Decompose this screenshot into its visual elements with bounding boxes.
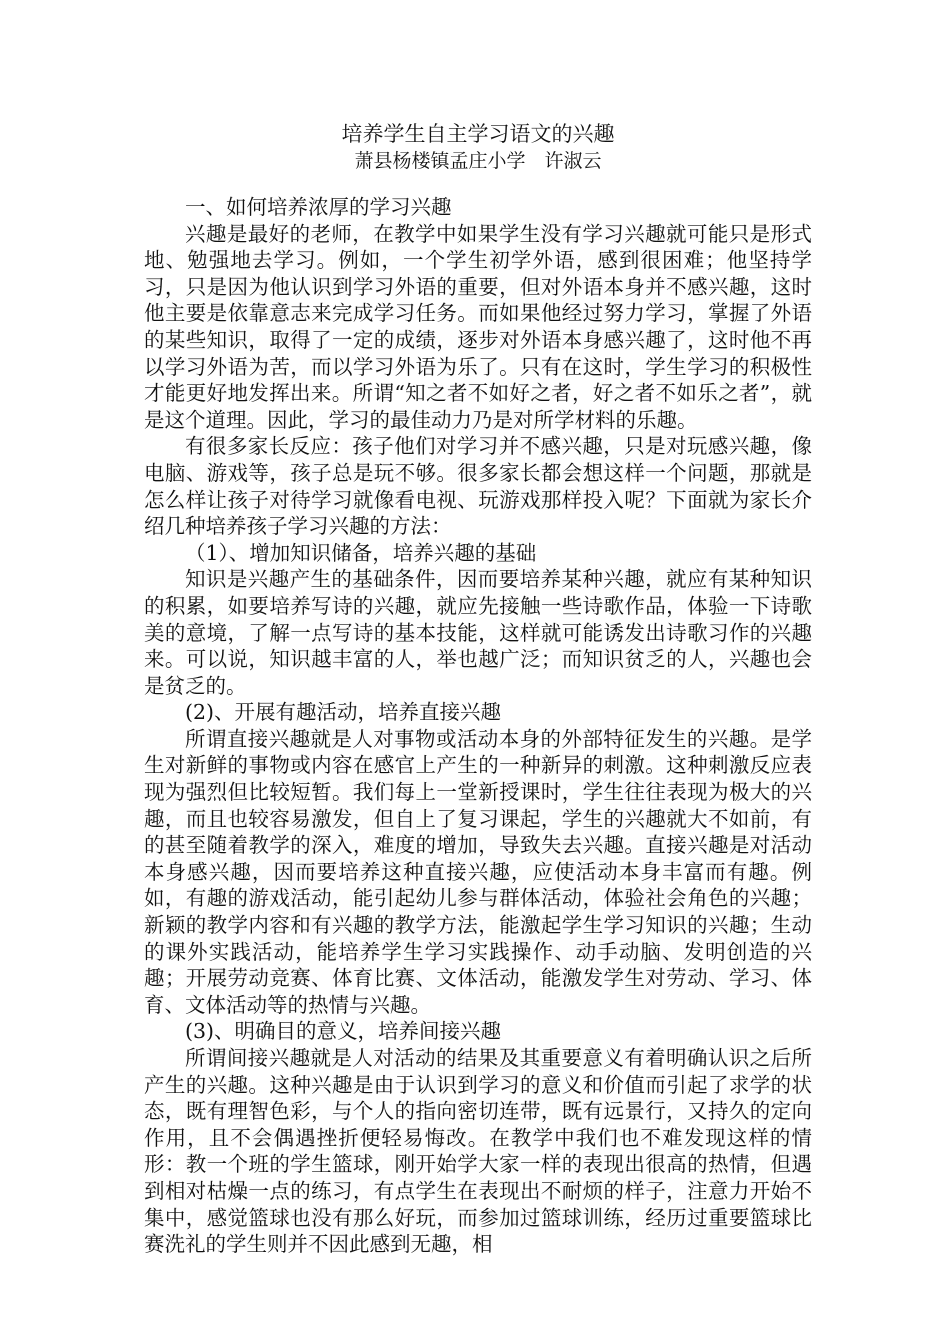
subheading-direct-interest: (2)、开展有趣活动，培养直接兴趣 (185, 700, 502, 725)
subheading-indirect-interest: (3)、明确目的意义，培养间接兴趣 (185, 1019, 502, 1044)
paragraph-indirect-interest: 所谓间接兴趣就是人对活动的结果及其重要意义有着明确认识之后所产生的兴趣。这种兴趣是由于认识到学习的意义和价值而引起了求学的状态，既有理智色彩，与个人的指向密切连带，既有远景行，又持久的定向作用，且不会偶遇挫折便轻易悔改。在教学中我们也不难发现这样的情形：教一个班的学生篮球，刚开始学大家一样的表现出很高的热情，但遇到相对枯燥一点的练习，有点学生在表现出不耐烦的样子，注意力开始不集中，感觉篮球也没有那么好玩，而参加过篮球训练，经历过重要篮球比赛洗礼的学生则并不因此感到无趣，相 (144, 1046, 812, 1257)
paragraph-parents-feedback: 有很多家长反应：孩子他们对学习并不感兴趣，只是对玩感兴趣，像电脑、游戏等，孩子总是玩不够。很多家长都会想这样一个问题，那就是怎么样让孩子对待学习就像看电视、玩游戏那样投入呢？下面就为家长介绍几种培养孩子学习兴趣的方法： (144, 434, 812, 539)
subheading-knowledge: （1）、增加知识储备，培养兴趣的基础 (185, 540, 537, 565)
document-author-line: 萧县杨楼镇孟庄小学 许淑云 (354, 150, 602, 172)
paragraph-interest-teacher: 兴趣是最好的老师，在教学中如果学生没有学习兴趣就可能只是形式地、勉强地去学习。例如，一个学生初学外语，感到很困难；他坚持学习，只是因为他认识到学习外语的重要，但对外语本身并不感兴趣，这时他主要是依靠意志来完成学习任务。而如果他经过努力学习，掌握了外语的某些知识，取得了一定的成绩，逐步对外语本身感兴趣了，这时他不再以学习外语为苦，而以学习外语为乐了。只有在这时，学生学习的积极性才能更好地发挥出来。所谓“知之者不如好之者，好之者不如乐之者”，就是这个道理。因此，学习的最佳动力乃是对所学材料的乐趣。 (144, 221, 812, 432)
paragraph-direct-interest: 所谓直接兴趣就是人对事物或活动本身的外部特征发生的兴趣。是学生对新鲜的事物或内容在感官上产生的一种新异的刺激。这种刺激反应表现为强烈但比较短暂。我们每上一堂新授课时，学生往往表现为极大的兴趣，而且也较容易激发，但自上了复习课起，学生的兴趣就大不如前，有的甚至随着教学的深入，难度的增加，导致失去兴趣。直接兴趣是对活动本身感兴趣，因而要培养这种直接兴趣，应使活动本身丰富而有趣。例如，有趣的游戏活动，能引起幼儿参与群体活动，体验社会角色的兴趣；新颖的教学内容和有兴趣的教学方法，能激起学生学习知识的兴趣；生动的课外实践活动，能培养学生学习实践操作、动手动脑、发明创造的兴趣；开展劳动竞赛、体育比赛、文体活动，能激发学生对劳动、学习、体育、文体活动等的热情与兴趣。 (144, 726, 812, 1017)
paragraph-knowledge: 知识是兴趣产生的基础条件，因而要培养某种兴趣，就应有某种知识的积累，如要培养写诗的兴趣，就应先接触一些诗歌作品，体验一下诗歌美的意境，了解一点写诗的基本技能，这样就可能诱发出诗歌习作的兴趣来。可以说，知识越丰富的人，举也越广泛；而知识贫乏的人，兴趣也会是贫乏的。 (144, 567, 812, 698)
section-heading-1: 一、如何培养浓厚的学习兴趣 (185, 195, 452, 219)
document-title: 培养学生自主学习语文的兴趣 (341, 122, 615, 146)
document-page (144, 120, 812, 1258)
